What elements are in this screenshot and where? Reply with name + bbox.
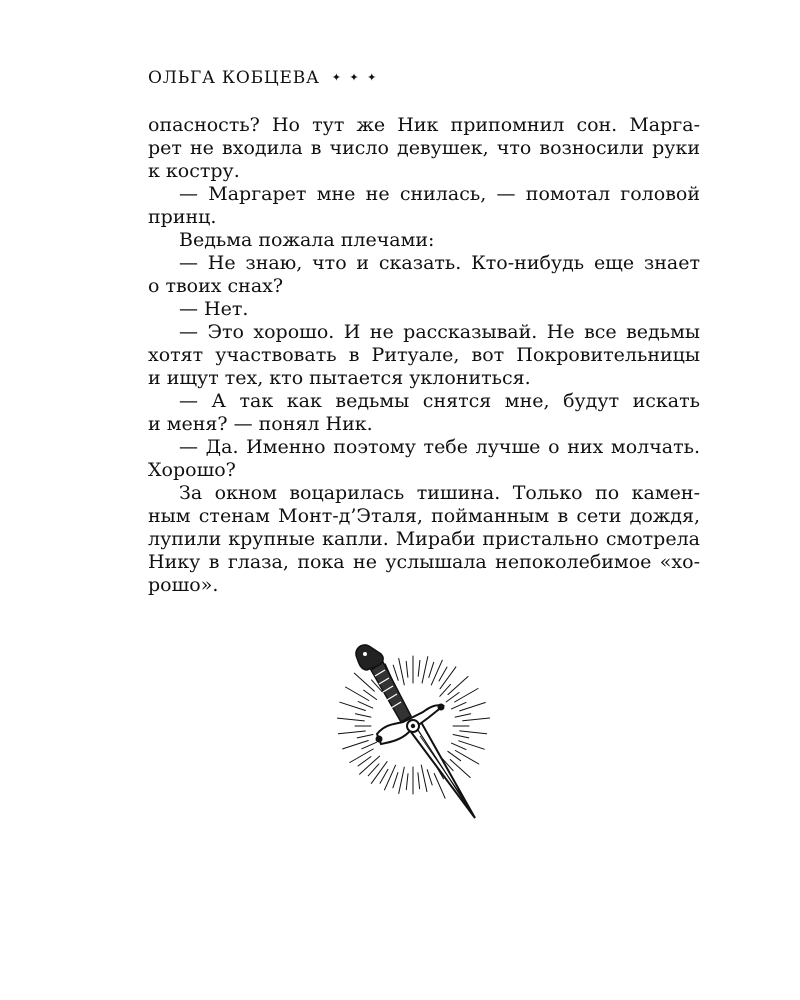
ray-line	[350, 749, 373, 763]
ray-line	[453, 735, 469, 738]
ray-line	[463, 718, 490, 721]
ray-line	[406, 774, 408, 790]
ray-line	[368, 764, 379, 776]
text-line: Нику в глаза, пока не услышала непоколебимое «хо-	[148, 551, 700, 573]
ray-line	[460, 731, 487, 734]
text-line: Ведьма пожала плечами:	[179, 229, 435, 251]
author-name: ОЛЬГА КОБЦЕВА	[148, 68, 320, 88]
ray-line	[380, 769, 388, 783]
header-stars	[331, 70, 377, 84]
text-line: рошо».	[148, 574, 219, 596]
text-line: и ищут тех, кто пытается уклониться.	[148, 367, 531, 389]
ray-line	[448, 677, 468, 695]
ray-line	[354, 673, 374, 691]
star-icon: ✦	[331, 70, 342, 84]
text-line: — Маргарет мне не снилась, — помотал головой	[179, 183, 700, 205]
ray-line	[358, 702, 373, 709]
ray-line	[450, 760, 470, 778]
text-line: — Это хорошо. И не рассказывай. Не все ведьмы	[179, 321, 700, 343]
text-line: — Нет.	[179, 298, 249, 320]
body-text	[148, 114, 700, 597]
text-line: ным стенам Монт-д’Эталя, пойманным в сети дождя,	[148, 505, 700, 527]
ray-line	[393, 665, 398, 680]
text-line: За окном воцарилась тишина. Только по камен-	[179, 482, 700, 504]
star-icon: ✦	[349, 70, 360, 84]
text-line: принц.	[148, 206, 217, 228]
ray-line	[429, 662, 434, 677]
ray-line	[421, 765, 427, 791]
ray-line	[399, 659, 405, 685]
ray-line	[337, 718, 364, 721]
text-line: к костру.	[148, 160, 240, 182]
ray-line	[346, 687, 369, 701]
text-line: опасность? Но тут же Ник припомнил сон. Марга-	[148, 114, 700, 136]
text-line: — Да. Именно поэтому тебе лучше о них молчать.	[179, 436, 700, 458]
ray-line	[455, 714, 471, 717]
ray-line	[418, 660, 420, 676]
text-line: — А так как ведьмы снятся мне, будут искать	[179, 390, 700, 412]
dagger-icon	[325, 640, 510, 825]
ray-line	[355, 714, 371, 717]
ray-line	[406, 661, 408, 677]
ray-line	[371, 762, 387, 784]
ray-line	[451, 743, 466, 750]
star-icon: ✦	[367, 70, 377, 84]
ray-line	[338, 731, 365, 734]
text-line: о твоих снах?	[148, 275, 284, 297]
ray-line	[439, 667, 447, 681]
ray-line	[393, 773, 398, 788]
text-line: — Не знаю, что и сказать. Кто-нибудь еще знает	[179, 252, 700, 274]
ray-line	[418, 773, 420, 789]
text-line: лупили крупные капли. Мираби пристально смотрела	[148, 528, 700, 550]
ray-line	[360, 756, 380, 774]
ray-line	[451, 702, 466, 709]
text-line: рет не входила в число девушек, что возносили руки	[148, 137, 700, 159]
ray-line	[357, 735, 373, 738]
text-line: Хорошо?	[148, 459, 236, 481]
ray-line	[440, 667, 456, 689]
text-line: хотят участвовать в Ритуале, вот Покровительницы	[148, 344, 700, 366]
text-line: и меня? — понял Ник.	[148, 413, 373, 435]
running-head	[148, 66, 377, 90]
ray-line	[455, 689, 478, 703]
ray-line	[427, 770, 432, 785]
ray-line	[422, 657, 428, 683]
ray-line	[399, 767, 405, 793]
ray-line	[358, 757, 371, 766]
ray-line	[362, 742, 377, 749]
ray-line	[455, 751, 478, 765]
